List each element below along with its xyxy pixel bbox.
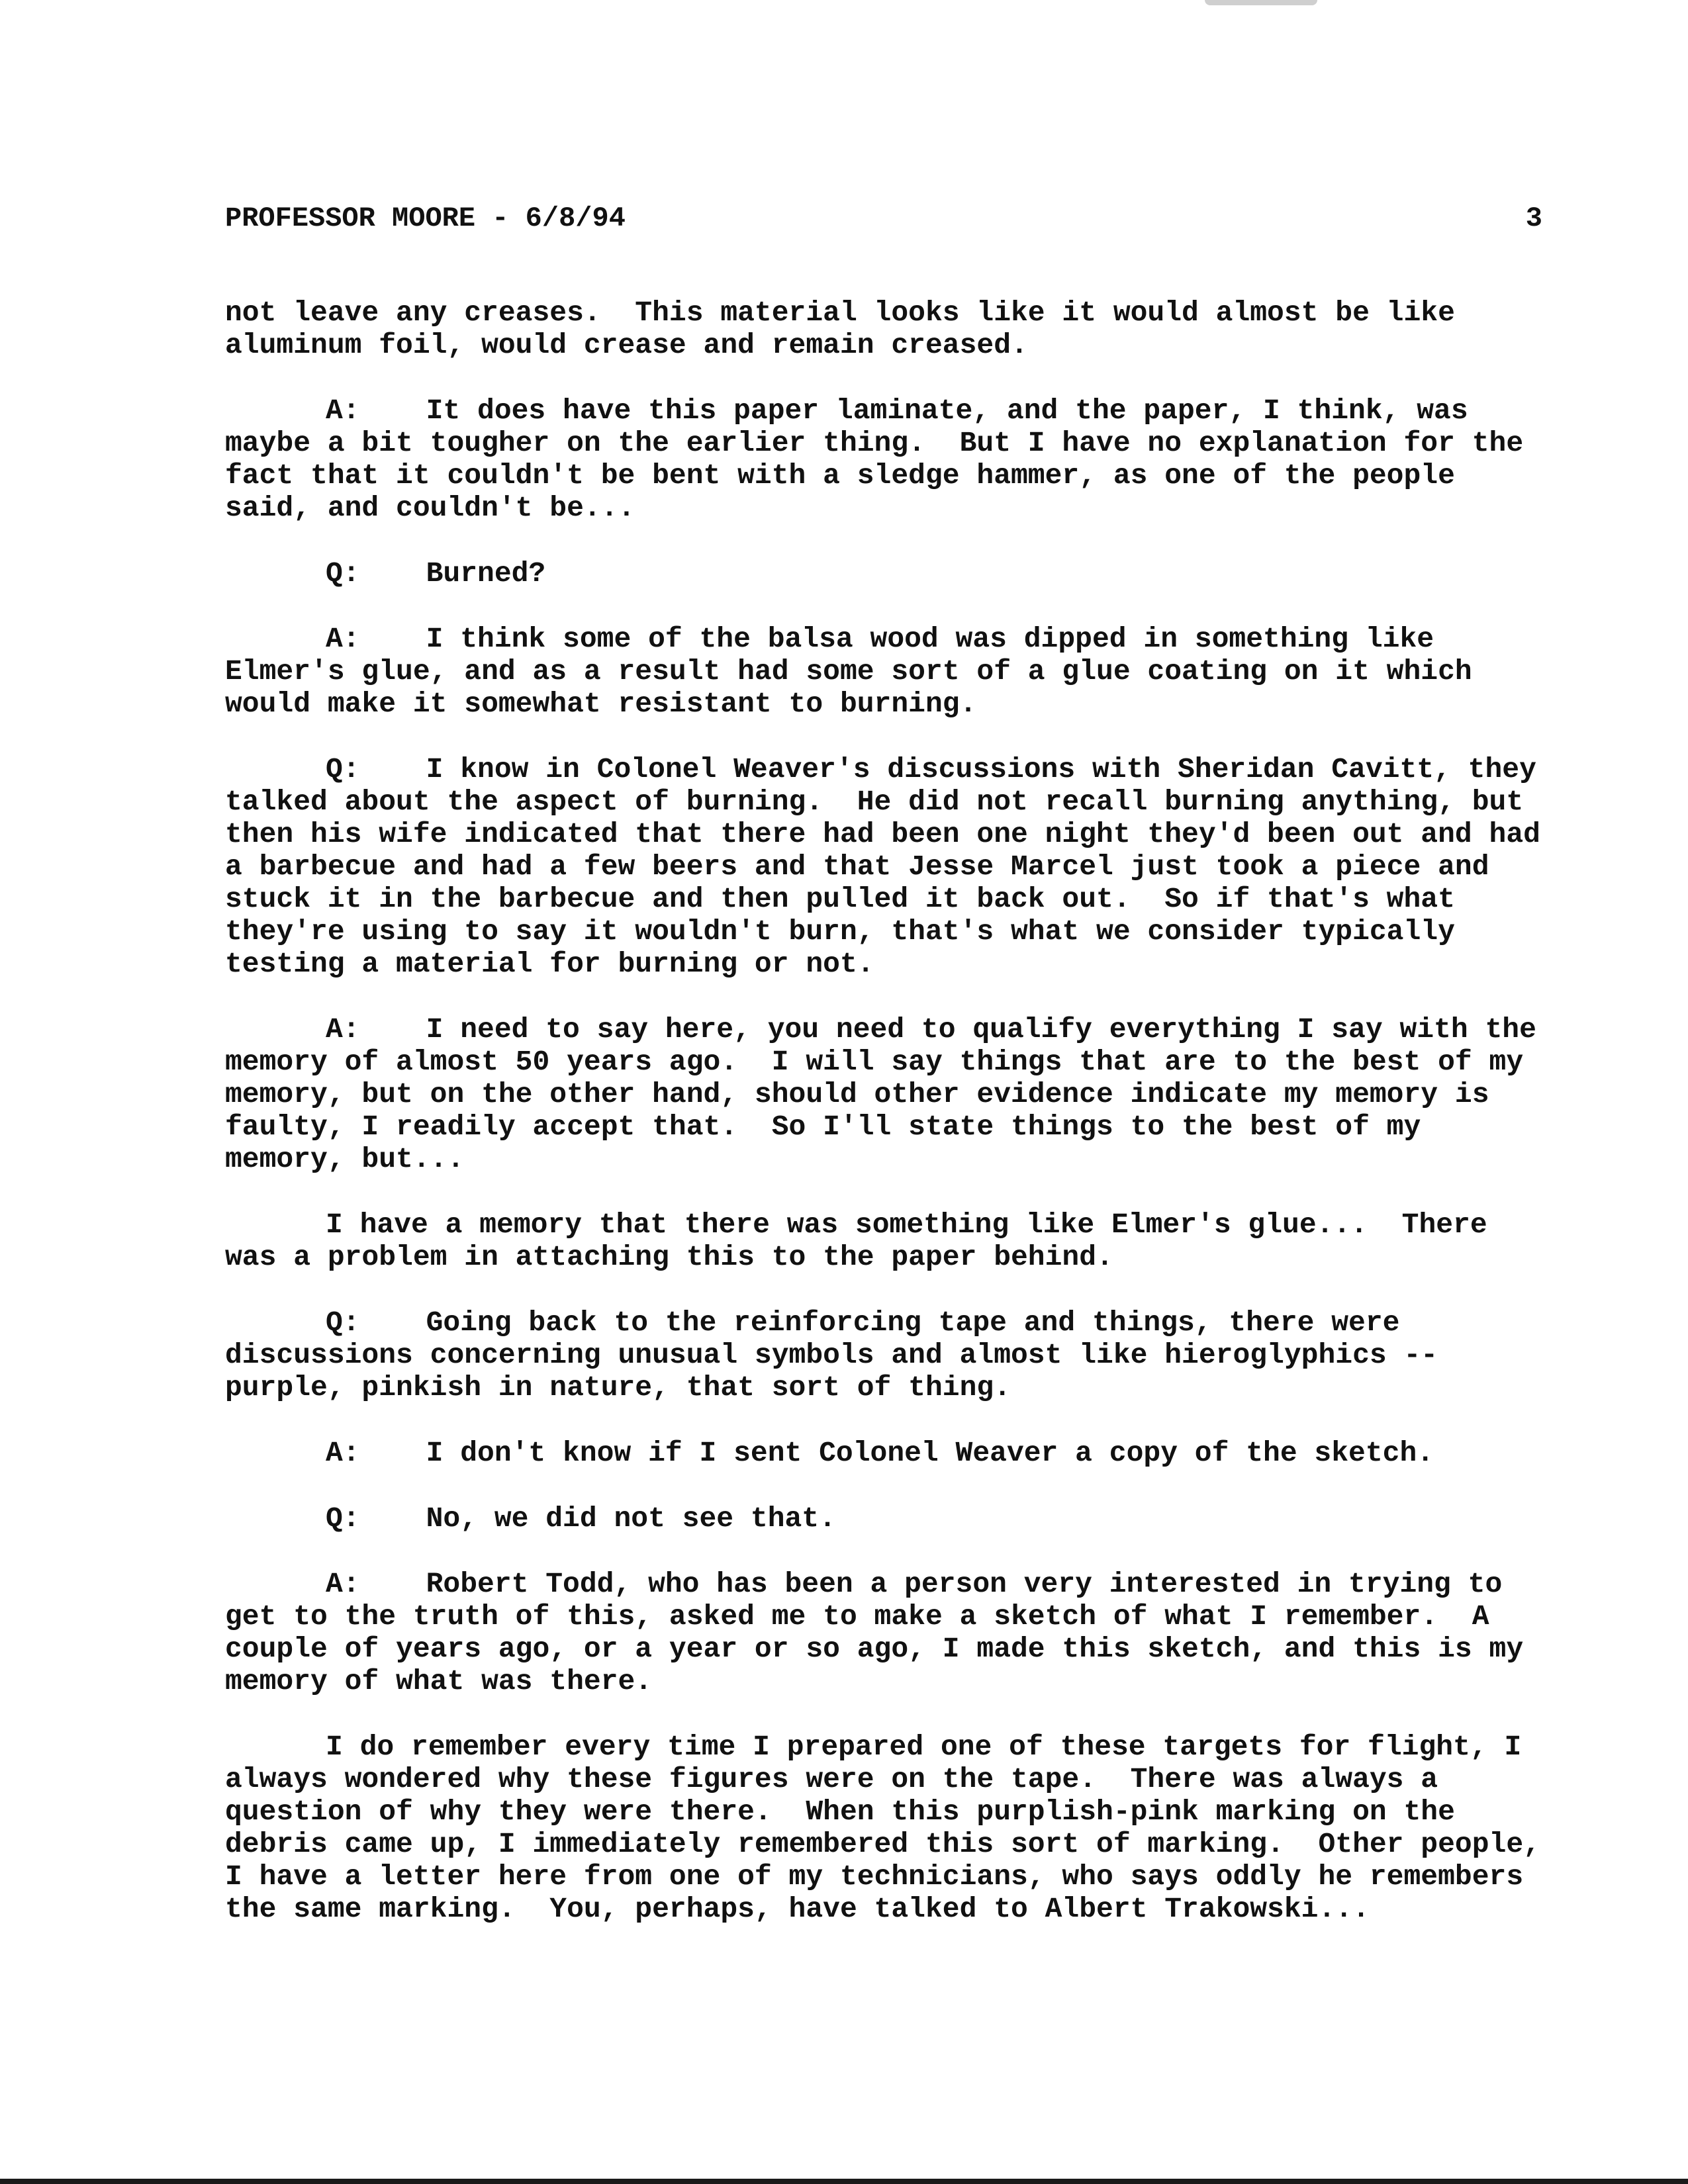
transcript-paragraph: [225, 1306, 1542, 1404]
speaker-label: Q:: [326, 1306, 360, 1339]
paragraph-text: I do remember every time I prepared one of these targets for flight, I always wondered why these figures were on the tape. There was always a question of why they were there. When this purplish-pink marking on the debris came up, I immediately remembered this sort of marking. Other people, I have a letter here from one of my technicians, who says oddly he remembers the same marking. You, perhaps, have talked to Albert Trakowski...: [225, 1731, 1558, 1925]
paragraph-text: Burned?: [426, 557, 546, 590]
speaker-label: Q:: [326, 557, 360, 590]
transcript-paragraph: [225, 1013, 1554, 1175]
transcript-paragraph: [225, 1437, 1542, 1469]
paragraph-text: I think some of the balsa wood was dipped in something like Elmer's glue, and as a result had some sort of a glue coating on it which would make it somewhat resistant to burning.: [225, 623, 1489, 720]
paragraph-text: It does have this paper laminate, and the paper, I think, was maybe a bit tougher on the earlier thing. But I have no explanation for the fact that it couldn't be bent with a sledge hammer, as one of the people said, and couldn't be...: [225, 394, 1540, 524]
scan-border: [0, 2179, 1688, 2184]
transcript-body: [225, 296, 1558, 1958]
speaker-label: A:: [326, 1013, 360, 1046]
transcript-paragraph: [225, 1208, 1542, 1273]
transcript-paragraph: [225, 753, 1558, 980]
speaker-label: A:: [326, 394, 360, 427]
transcript-paragraph: [225, 1568, 1542, 1698]
speaker-label: A:: [326, 623, 360, 655]
speaker-label: A:: [326, 1437, 360, 1469]
speaker-label: Q:: [326, 753, 360, 786]
paragraph-text: I don't know if I sent Colonel Weaver a copy of the sketch.: [426, 1437, 1434, 1469]
speaker-label: Q:: [326, 1502, 360, 1535]
paragraph-text: I need to say here, you need to qualify everything I say with the memory of almost 50 years ago. I will say things that are to the best of my memory, but on the other hand, should other evidence indicate my memory is faulty, I readily accept that. So I'll state things to the best of my memory, but...: [225, 1013, 1554, 1175]
transcript-paragraph: [225, 394, 1542, 524]
transcript-paragraph: [225, 1502, 1542, 1535]
paragraph-text: I know in Colonel Weaver's discussions with Sheridan Cavitt, they talked about the aspect of burning. He did not recall burning anything, but then his wife indicated that there had been one night they'd been out and had a barbecue and had a few beers and that Jesse Marcel just took a piece and stuck it in the barbecue and then pulled it back out. So if that's what they're using to say it wouldn't burn, that's what we consider typically testing a material for burning or not.: [225, 753, 1558, 980]
scan-artifact: [1205, 0, 1317, 5]
transcript-paragraph: [225, 623, 1542, 720]
page-number: 3: [1525, 203, 1542, 234]
transcript-paragraph: [225, 296, 1542, 361]
transcript-paragraph: [225, 557, 1542, 590]
speaker-label: A:: [326, 1568, 360, 1600]
paragraph-text: No, we did not see that.: [426, 1502, 836, 1535]
page-header: [225, 199, 1542, 238]
transcript-paragraph: [225, 1731, 1558, 1925]
paragraph-text: I have a memory that there was something like Elmer's glue... There was a problem in attaching this to the paper behind.: [225, 1208, 1505, 1273]
header-title: PROFESSOR MOORE - 6/8/94: [225, 203, 626, 234]
paragraph-text: Robert Todd, who has been a person very interested in trying to get to the truth of this, asked me to make a sketch of what I remember. A couple of years ago, or a year or so ago, I made this sketch, and this is my memory of what was there.: [225, 1568, 1540, 1698]
paragraph-text: not leave any creases. This material looks like it would almost be like aluminum foil, would crease and remain creased.: [225, 296, 1472, 361]
paragraph-text: Going back to the reinforcing tape and things, there were discussions concerning unusual symbols and almost like hieroglyphics -- purple, pinkish in nature, that sort of thing.: [225, 1306, 1455, 1404]
